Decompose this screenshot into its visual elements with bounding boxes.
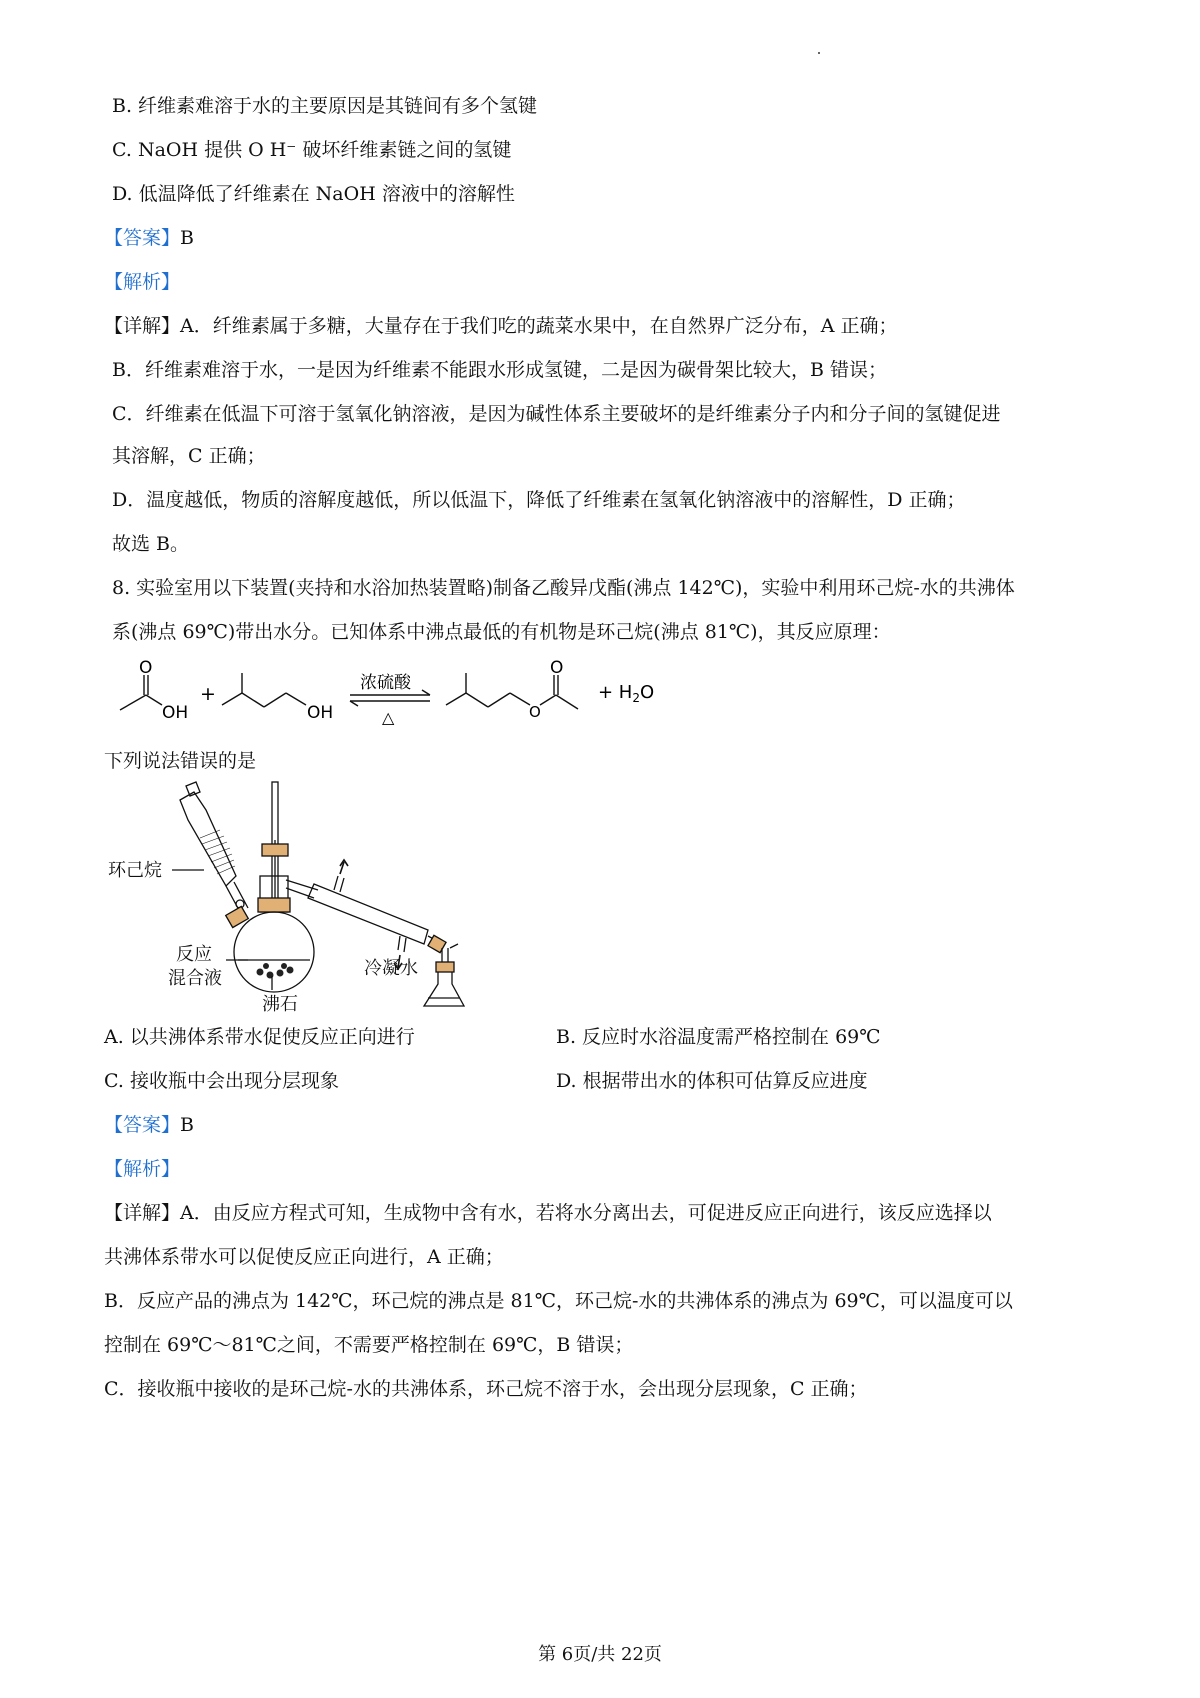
condenser	[286, 876, 443, 952]
detail-text: A．由反应方程式可知，生成物中含有水，若将水分离出去，可促进反应正向进行，该反应选择以	[180, 1202, 992, 1224]
isoamyl-alcohol-oh: OH	[307, 703, 334, 723]
isoamyl-acetate-structure	[446, 673, 578, 709]
q7-option-c: C. NaOH 提供 O H⁻ 破坏纤维素链之间的氢键	[112, 139, 512, 161]
detail-tag: 【详解】	[104, 315, 181, 337]
isoamyl-alcohol-structure	[222, 673, 306, 707]
receiving-flask	[424, 935, 464, 1006]
water-suffix: O	[639, 682, 655, 703]
q8-detail-c: C．接收瓶中接收的是环己烷-水的共沸体系，环己烷不溶于水，会出现分层现象，C 正确；	[104, 1378, 868, 1400]
plus-sign-1: +	[200, 683, 216, 705]
q7-detail-b: B．纤维素难溶于水，一是因为纤维素不能跟水形成氢键，二是因为碳骨架比较大，B 错误；	[112, 359, 887, 381]
page-footer: 第 6页/共 22页	[538, 1644, 662, 1665]
q8-option-b: B. 反应时水浴温度需严格控制在 69℃	[556, 1026, 881, 1048]
label-cyclohexane: 环己烷	[108, 860, 162, 881]
acetic-acid-o: O	[139, 658, 153, 678]
label-mixture-1: 反应	[176, 944, 212, 965]
water-subscript: 2	[632, 691, 640, 705]
page-dot	[818, 52, 820, 54]
q7-analysis-tag: 【解析】	[104, 271, 181, 293]
reaction-equation	[110, 655, 690, 735]
heat-symbol: △	[382, 708, 395, 727]
q7-detail-c1: C．纤维素在低温下可溶于氢氧化钠溶液，是因为碱性体系主要破坏的是纤维素分子内和分子间的氢键促进	[112, 403, 1001, 425]
round-bottom-flask	[234, 912, 314, 992]
q8-detail-a1	[104, 1200, 992, 1226]
label-mixture-2: 混合液	[168, 968, 222, 989]
q8-detail-b2: 控制在 69℃～81℃之间，不需要严格控制在 69℃，B 错误；	[104, 1334, 634, 1356]
answer-tag: 【答案】	[104, 1114, 181, 1136]
q8-stem-2: 系(沸点 69℃)带出水分。已知体系中沸点最低的有机物是环己烷(沸点 81℃)，其反应原理：	[112, 621, 891, 643]
q7-option-b: B. 纤维素难溶于水的主要原因是其链间有多个氢键	[112, 95, 538, 117]
detail-text: A．纤维素属于多糖，大量存在于我们吃的蔬菜水果中，在自然界广泛分布，A 正确；	[180, 315, 898, 337]
q8-option-a: A. 以共沸体系带水促使反应正向进行	[104, 1026, 415, 1048]
water-product	[598, 682, 654, 705]
q7-detail-c2: 其溶解，C 正确；	[112, 445, 266, 467]
answer-value: B	[180, 227, 194, 249]
acetic-acid-structure	[120, 675, 162, 710]
acetic-acid-oh: OH	[162, 703, 189, 723]
q8-answer	[104, 1112, 194, 1138]
detail-tag: 【详解】	[104, 1202, 181, 1224]
q7-detail-d: D．温度越低，物质的溶解度越低，所以低温下，降低了纤维素在氢氧化钠溶液中的溶解性，D 正确；	[112, 489, 966, 511]
q7-option-d: D. 低温降低了纤维素在 NaOH 溶液中的溶解性	[112, 183, 515, 205]
boiling-stones	[257, 963, 294, 979]
answer-tag: 【答案】	[104, 227, 181, 249]
answer-value: B	[180, 1114, 194, 1136]
q8-option-d: D. 根据带出水的体积可估算反应进度	[556, 1070, 868, 1092]
q8-prompt: 下列说法错误的是	[104, 750, 257, 772]
apparatus-diagram	[108, 780, 478, 1020]
q8-detail-a2: 共沸体系带水可以促使反应正向进行，A 正确；	[104, 1246, 504, 1268]
q8-analysis-tag: 【解析】	[104, 1158, 181, 1180]
q8-option-c: C. 接收瓶中会出现分层现象	[104, 1070, 339, 1092]
q7-answer	[104, 225, 194, 251]
ester-carbonyl-o: O	[550, 658, 564, 678]
label-cooling-water: 冷凝水	[364, 958, 418, 979]
label-boiling-stone: 沸石	[262, 994, 298, 1015]
water-prefix: + H	[598, 682, 633, 703]
q7-detail-a	[104, 313, 898, 339]
q7-conclusion: 故选 B。	[112, 533, 190, 555]
ester-o: O	[529, 703, 541, 721]
q8-detail-b1: B．反应产品的沸点为 142℃，环己烷的沸点是 81℃，环己烷-水的共沸体系的沸点为 69℃，可以温度可以	[104, 1290, 1013, 1312]
catalyst-label: 浓硫酸	[360, 673, 411, 693]
q8-stem-1: 8. 实验室用以下装置(夹持和水浴加热装置略)制备乙酸异戊酯(沸点 142℃)，实验中利用环己烷-水的共沸体	[112, 577, 1015, 599]
